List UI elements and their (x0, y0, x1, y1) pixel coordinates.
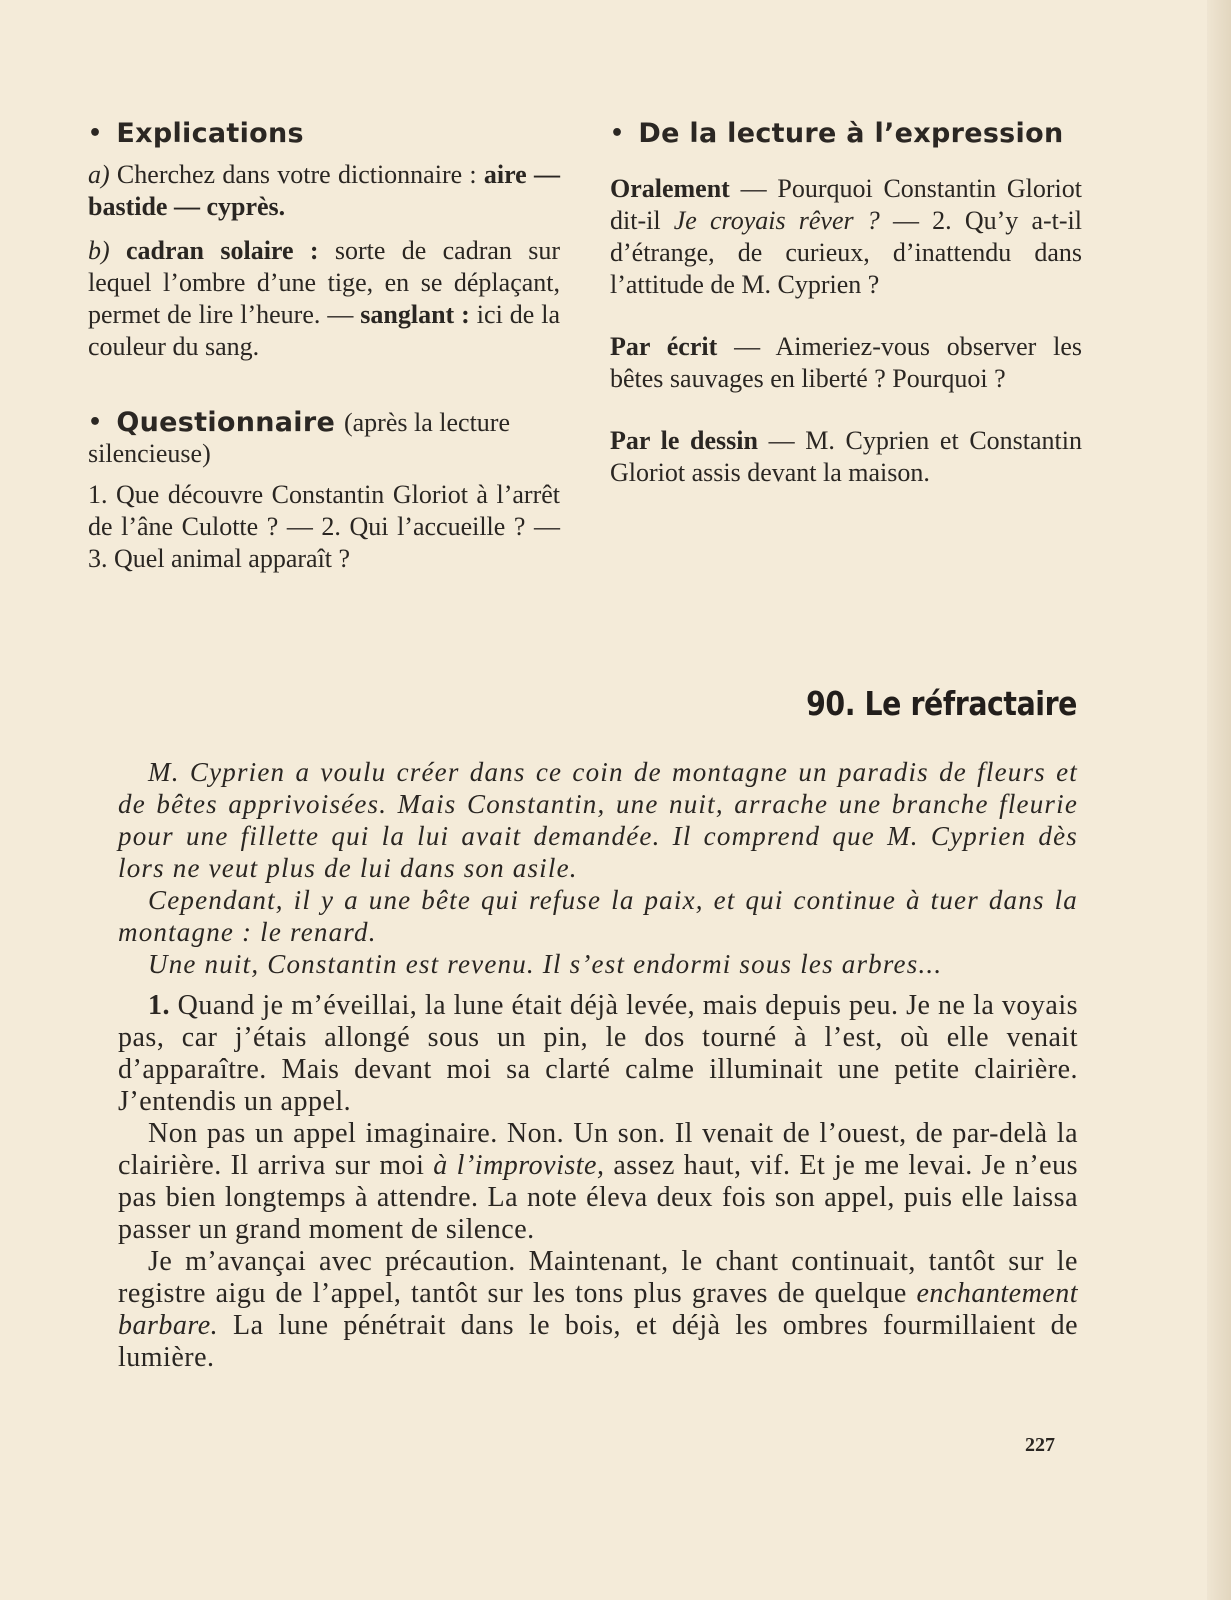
bullet-icon: • (88, 121, 103, 146)
bullet-icon: • (610, 121, 625, 146)
explications-heading: • Explications (88, 118, 304, 149)
bullet-icon: • (88, 410, 103, 435)
body-paragraph: Je m’avançai avec précaution. Maintenant, le chant continuait, tantôt sur le registre aigu de l’appel, tantôt sur les tons plus graves de quelque enchantement barbare. La lune pénétrait dans le bois, et déjà les ombres fourmillaient de lumière. (118, 1246, 1078, 1373)
intro-paragraph: Une nuit, Constantin est revenu. Il s’est endormi sous les arbres... (148, 949, 943, 979)
intro-paragraph: Cependant, il y a une bête qui refuse la paix, et qui continue à tuer dans la montagne : le renard. (118, 885, 1078, 947)
expression-heading: • De la lecture à l’expression (610, 118, 1064, 149)
intro-paragraph: M. Cyprien a voulu créer dans ce coin de montagne un paradis de fleurs et de bêtes apprivoisées. Mais Constantin, une nuit, arrache une branche fleurie pour une fillette qui la lui avait demandée. Il comprend que M. Cyprien dès lors ne veut plus de lui dans son asile. (118, 757, 1078, 883)
oral-exercise: Oralement — Pourquoi Constantin Gloriot dit-il Je croyais rêver ? — 2. Qu’y a-t-il d’étrange, de curieux, d’inattendu dans l’attitude de M. Cyprien ? (610, 174, 1082, 299)
left-column (88, 112, 560, 587)
body-paragraph: 1. Quand je m’éveillai, la lune était déjà levée, mais depuis peu. Je ne la voyais pas, car j’étais allongé sous un pin, le dos tourné à l’est, où elle venait d’apparaître. Mais devant moi sa clarté calme illuminait une petite clairière. J’entendis un appel. (118, 990, 1078, 1117)
main-text (118, 756, 1078, 1374)
chapter-title: 90. Le réfractaire (806, 684, 1077, 723)
right-column (610, 112, 1082, 501)
drawing-exercise: Par le dessin — M. Cyprien et Constantin Gloriot assis devant la maison. (610, 426, 1082, 487)
written-exercise: Par écrit — Aimeriez-vous observer les bêtes sauvages en liberté ? Pourquoi ? (610, 332, 1082, 393)
questionnaire-text: 1. Que découvre Constantin Gloriot à l’arrêt de l’âne Culotte ? — 2. Qui l’accueille ? — 3. Quel animal apparaît ? (88, 480, 560, 573)
explications-b: b) cadran solaire : sorte de cadran sur lequel l’ombre d’une tige, en se déplaçant, permet de lire l’heure. — sanglant : ici de la couleur du sang. (88, 236, 561, 361)
page-number: 227 (1025, 1434, 1055, 1456)
explications-a: a) Cherchez dans votre dictionnaire : aire — bastide — cyprès. (88, 160, 560, 221)
page-edge (1207, 0, 1231, 1600)
questionnaire-heading: • Questionnaire (après la lecture silencieuse) (88, 407, 510, 468)
body-paragraph: Non pas un appel imaginaire. Non. Un son. Il venait de l’ouest, de par-delà la clairière. Il arriva sur moi à l’improviste, assez haut, vif. Et je me levai. Je n’eus pas bien longtemps à attendre. La note éleva deux fois son appel, puis elle laissa passer un grand moment de silence. (118, 1118, 1078, 1245)
